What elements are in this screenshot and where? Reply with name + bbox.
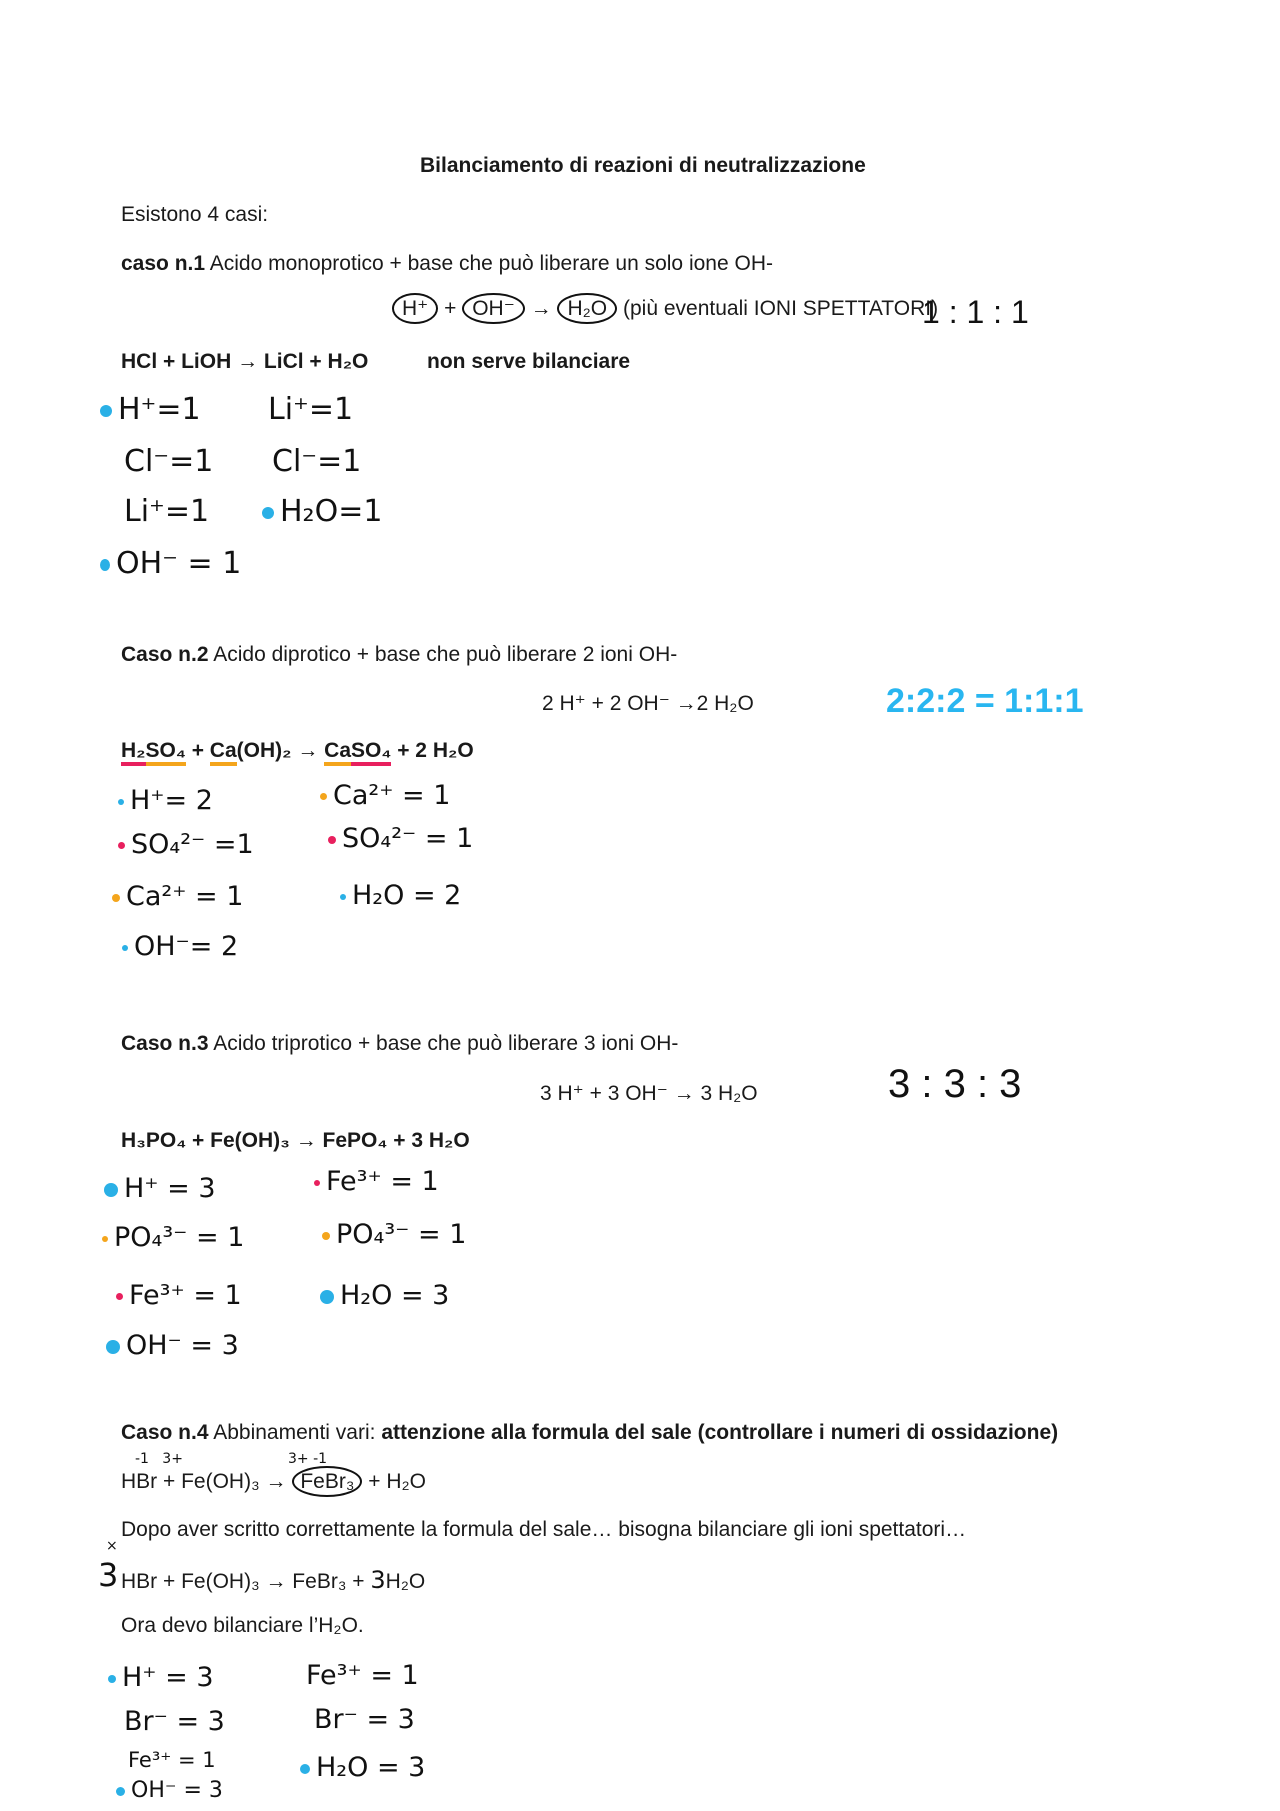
case4-text-water: Ora devo bilanciare l’H₂O.	[121, 1614, 364, 1637]
handwritten-coefficient: 3	[98, 1556, 119, 1594]
case3-description: Acido triprotico + base che può liberare 3 ioni OH-	[213, 1032, 679, 1055]
case1-description: Acido monoprotico + base che può liberare un solo ione OH-	[209, 252, 773, 275]
coefficient-water: 3	[370, 1566, 386, 1594]
case3-ionic-equation: 3 H⁺ + 3 OH⁻ → 3 H₂O	[540, 1082, 758, 1105]
case4-count-left-2: Br⁻ = 3	[124, 1706, 225, 1737]
pink-dot	[328, 836, 336, 844]
case1-ionic-equation	[392, 296, 938, 321]
ox-numbers-reactants: -1 3+	[135, 1451, 183, 1467]
blue-dot	[340, 894, 346, 900]
case4-count-left-3: Fe³⁺ = 1	[128, 1748, 216, 1772]
h-ion-circled: H⁺	[392, 293, 438, 324]
case2-equation: H₂SO₄ + Ca(OH)₂ → CaSO₄ + 2 H₂O	[121, 739, 474, 763]
case4-count-left-1: H⁺ = 3	[108, 1662, 214, 1693]
orange-dot	[102, 1236, 108, 1242]
blue-dot	[262, 507, 274, 519]
base-ca-part: Ca	[210, 739, 237, 766]
pink-dot	[314, 1180, 320, 1186]
water-circled: H₂O	[557, 293, 617, 324]
case1-heading	[121, 252, 773, 276]
orange-dot	[322, 1232, 330, 1240]
plus-sign: +	[444, 297, 457, 320]
blue-dot	[116, 1787, 125, 1796]
arrow: →	[265, 1470, 287, 1493]
pink-dot	[116, 1293, 123, 1300]
case4-count-right-3: H₂O = 3	[300, 1752, 425, 1783]
case4-count-right-2: Br⁻ = 3	[314, 1704, 415, 1735]
pink-dot	[118, 842, 125, 849]
case4-count-right-1: Fe³⁺ = 1	[306, 1660, 419, 1691]
blue-dot	[300, 1764, 310, 1774]
case3-count-left-2: PO₄³⁻ = 1	[102, 1222, 244, 1253]
orange-dot	[112, 894, 120, 902]
blue-dot	[122, 945, 128, 951]
case3-count-left-4: OH⁻ = 3	[106, 1330, 239, 1361]
case4-equation-2: HBr + Fe(OH)₃ → FeBr₃ + 3H₂O	[121, 1566, 426, 1594]
case2-ratio: 2:2:2 = 1:1:1	[886, 682, 1084, 720]
case2-description: Acido diprotico + base che può liberare 2 ioni OH-	[213, 643, 678, 666]
oh-ion-circled: OH⁻	[462, 293, 525, 324]
case3-heading	[121, 1032, 678, 1056]
case1-count-left-3: Li⁺=1	[124, 494, 210, 529]
case3-count-left-3: Fe³⁺ = 1	[116, 1280, 242, 1311]
case4-heading	[121, 1421, 1058, 1445]
case4-text-spectators: Dopo aver scritto correttamente la formula del sale… bisogna bilanciare gli ioni spettatori…	[121, 1518, 967, 1541]
salt-so4-part: SO₄	[351, 739, 391, 766]
case1-equation: HCl + LiOH → LiCl + H₂O	[121, 350, 369, 373]
blue-dot	[106, 1340, 120, 1354]
case1-label: caso n.1	[121, 252, 206, 275]
arrow: →	[530, 297, 552, 320]
blue-dot	[108, 1675, 116, 1683]
case1-count-left-4: OH⁻ = 1	[100, 546, 241, 581]
case3-count-right-3: H₂O = 3	[320, 1280, 449, 1311]
case2-count-right-1: Ca²⁺ = 1	[320, 780, 450, 811]
case4-description: Abbinamenti vari:	[213, 1421, 376, 1444]
blue-dot	[100, 559, 110, 571]
salt-ca-part: Ca	[324, 739, 351, 766]
case2-count-left-1: H⁺= 2	[118, 785, 213, 816]
blue-dot	[100, 405, 112, 417]
multiply-mark: ×	[106, 1538, 118, 1554]
case2-count-right-2: SO₄²⁻ = 1	[328, 823, 473, 854]
case4-count-left-4: OH⁻ = 3	[116, 1778, 223, 1803]
salt-circled: FeBr₃	[292, 1466, 362, 1497]
case2-count-left-4: OH⁻= 2	[122, 931, 238, 962]
case2-ionic-equation: 2 H⁺ + 2 OH⁻ →2 H₂O	[542, 692, 754, 715]
case2-count-left-2: SO₄²⁻ =1	[118, 829, 254, 860]
case1-count-right-3: H₂O=1	[262, 494, 382, 529]
case3-count-right-2: PO₄³⁻ = 1	[322, 1219, 466, 1250]
blue-dot	[118, 799, 124, 805]
case1-count-right-1: Li⁺=1	[268, 392, 354, 427]
page-title: Bilanciamento di reazioni di neutralizzazione	[420, 154, 866, 177]
case3-count-left-1: H⁺ = 3	[104, 1173, 216, 1204]
case1-count-right-2: Cl⁻=1	[272, 444, 362, 479]
acid-h-part: H₂	[121, 739, 146, 766]
blue-dot	[320, 1290, 334, 1304]
case4-equation-1: HBr + Fe(OH)₃ → FeBr₃ + H₂O	[121, 1470, 426, 1494]
case1-ratio: 1 : 1 : 1	[922, 294, 1029, 330]
case1-count-left-2: Cl⁻=1	[124, 444, 214, 479]
case2-count-right-3: H₂O = 2	[340, 880, 461, 911]
case3-ratio: 3 : 3 : 3	[888, 1062, 1022, 1106]
case2-heading	[121, 643, 677, 667]
case3-count-right-1: Fe³⁺ = 1	[314, 1166, 439, 1197]
case2-label: Caso n.2	[121, 643, 209, 666]
intro-text: Esistono 4 casi:	[121, 203, 269, 226]
case4-label: Caso n.4	[121, 1421, 209, 1444]
case1-count-left-1: H⁺=1	[100, 392, 201, 427]
spectator-note: (più eventuali IONI SPETTATORI)	[622, 297, 939, 320]
case3-equation: H₃PO₄ + Fe(OH)₃ → FePO₄ + 3 H₂O	[121, 1129, 470, 1152]
acid-so4-part: SO₄	[146, 739, 186, 766]
blue-dot	[104, 1183, 118, 1197]
case2-count-left-3: Ca²⁺ = 1	[112, 881, 243, 912]
ox-numbers-salt: 3+ -1	[288, 1451, 328, 1467]
case4-warning: attenzione alla formula del sale (controllare i numeri di ossidazione)	[381, 1421, 1059, 1444]
case1-note: non serve bilanciare	[427, 350, 631, 373]
orange-dot	[320, 793, 327, 800]
case3-label: Caso n.3	[121, 1032, 209, 1055]
